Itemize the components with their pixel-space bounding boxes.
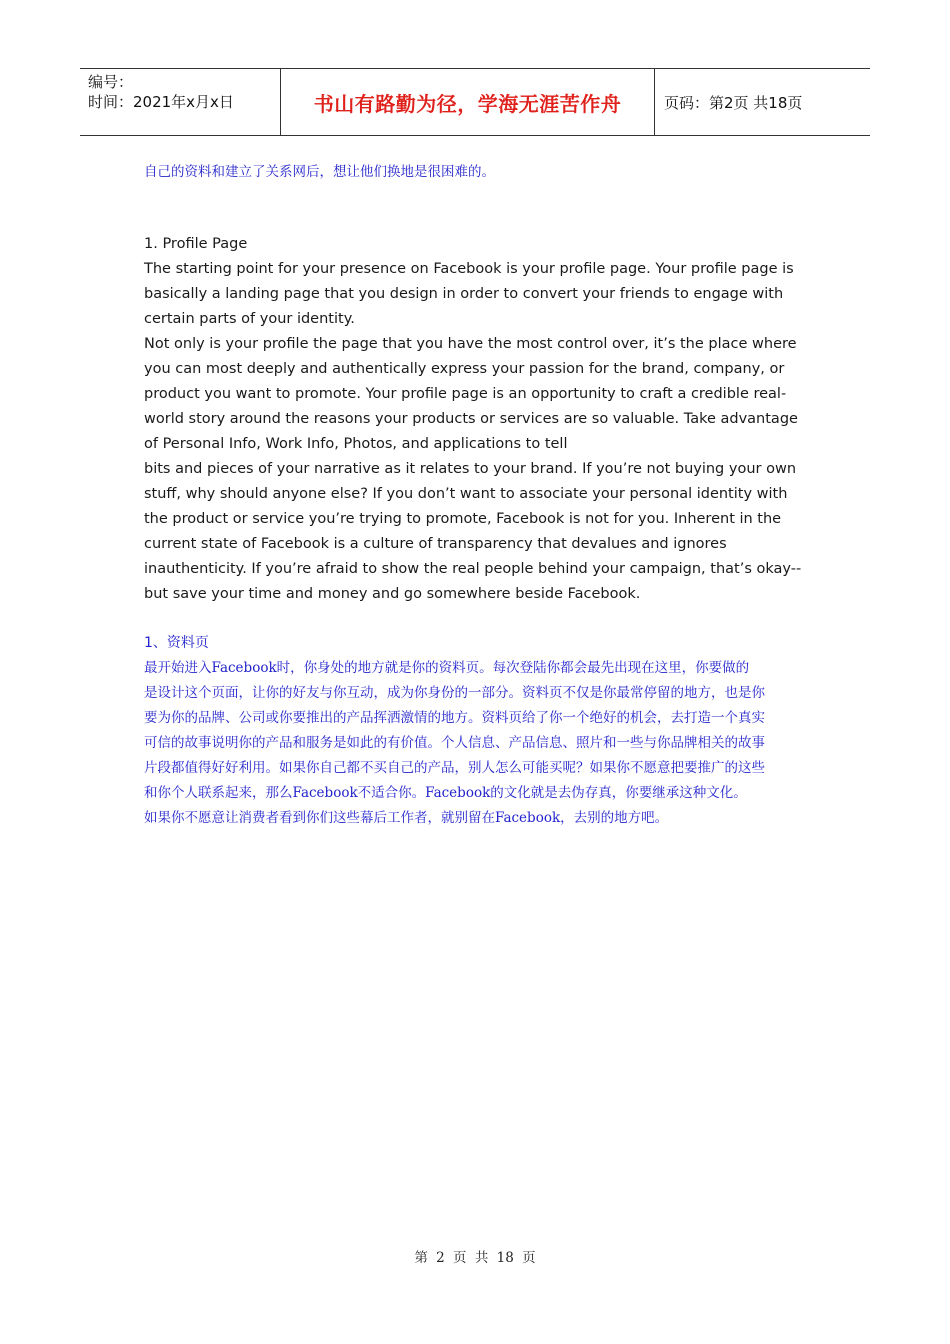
chinese-line: 最开始进入Facebook时，你身处的地方就是你的资料页。每次登陆你都会最先出现在这里，你要做的 bbox=[144, 660, 750, 676]
page-footer: 第 2 页 共 18 页 bbox=[414, 1250, 536, 1266]
english-line: product you want to promote. Your profile page is an opportunity to craft a credible real- bbox=[144, 386, 787, 402]
english-line: world story around the reasons your products or services are so valuable. Take advantage bbox=[144, 411, 798, 427]
chinese-section bbox=[144, 631, 812, 831]
english-line: but save your time and money and go somewhere beside Facebook. bbox=[144, 586, 641, 602]
english-line: Not only is your profile the page that you have the most control over, it’s the place where bbox=[144, 336, 797, 352]
document-header bbox=[80, 68, 870, 136]
intro-line: 自己的资料和建立了关系网后，想让他们换地是很困难的。 bbox=[144, 164, 495, 180]
english-line: stuff, why should anyone else? If you don’t want to associate your personal identity with bbox=[144, 486, 788, 502]
chinese-line: 是设计这个页面，让你的好友与你互动，成为你身份的一部分。资料页不仅是你最常停留的地方，也是你 bbox=[144, 685, 765, 701]
english-section bbox=[144, 232, 814, 607]
english-line: current state of Facebook is a culture of transparency that devalues and ignores bbox=[144, 536, 727, 552]
chinese-line: 如果你不愿意让消费者看到你们这些幕后工作者，就别留在Facebook，去别的地方吧。 bbox=[144, 810, 669, 826]
number-label: 编号： bbox=[88, 73, 134, 91]
header-meta-cell bbox=[80, 69, 281, 135]
english-heading: 1. Profile Page bbox=[144, 236, 248, 252]
english-line: inauthenticity. If you’re afraid to show the real people behind your campaign, that’s okay-- bbox=[144, 561, 802, 577]
time-label: 时间：2021年x月x日 bbox=[88, 93, 234, 111]
chinese-line: 片段都值得好好利用。如果你自己都不买自己的产品，别人怎么可能买呢？如果你不愿意把要推广的这些 bbox=[144, 760, 765, 776]
motto: 书山有路勤为径，学海无涯苦作舟 bbox=[313, 91, 622, 116]
english-line: certain parts of your identity. bbox=[144, 311, 355, 327]
english-line: The starting point for your presence on Facebook is your profile page. Your profile page is bbox=[144, 261, 794, 277]
chinese-line: 可信的故事说明你的产品和服务是如此的有价值。个人信息、产品信息、照片和一些与你品牌相关的故事 bbox=[144, 735, 765, 751]
page-info: 页码：第2页 共18页 bbox=[664, 93, 803, 112]
chinese-line: 要为你的品牌、公司或你要推出的产品挥洒激情的地方。资料页给了你一个绝好的机会，去打造一个真实 bbox=[144, 710, 765, 726]
chinese-heading: 1、资料页 bbox=[144, 635, 209, 651]
english-line: bits and pieces of your narrative as it relates to your brand. If you’re not buying your own bbox=[144, 461, 797, 477]
english-line: you can most deeply and authentically express your passion for the brand, company, or bbox=[144, 361, 785, 377]
chinese-line: 和你个人联系起来，那么Facebook不适合你。Facebook的文化就是去伪存真，你要继承这种文化。 bbox=[144, 785, 747, 801]
english-line: of Personal Info, Work Info, Photos, and applications to tell bbox=[144, 436, 568, 452]
english-line: basically a landing page that you design in order to convert your friends to engage with bbox=[144, 286, 784, 302]
header-page-cell bbox=[655, 69, 870, 135]
header-motto-cell bbox=[281, 69, 655, 135]
english-line: the product or service you’re trying to promote, Facebook is not for you. Inherent in the bbox=[144, 511, 782, 527]
